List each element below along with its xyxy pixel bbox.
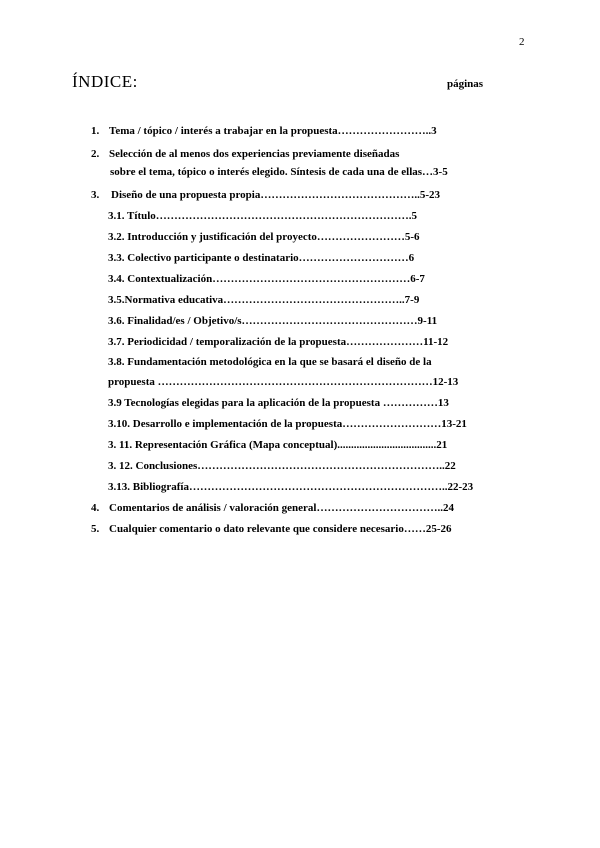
page-number: 2 <box>519 36 525 48</box>
toc-text: Cualquier comentario o dato relevante que considere necesario……25-26 <box>109 523 452 535</box>
index-title: ÍNDICE: <box>72 72 138 91</box>
toc-subentry-3-3: 3.3. Colectivo participante o destinatario…………………………6 <box>108 252 415 264</box>
toc-entry-1 <box>91 125 437 138</box>
toc-subentry-3-12: 3. 12. Conclusiones…………………………………………………………..22 <box>108 460 456 472</box>
toc-text: Tema / tópico / interés a trabajar en la propuesta……………………..3 <box>109 125 437 137</box>
toc-subentry-3-9: 3.9 Tecnologías elegidas para la aplicación de la propuesta ……………13 <box>108 397 449 409</box>
pages-column-label: páginas <box>447 78 484 90</box>
toc-entry-4 <box>91 502 454 515</box>
toc-subentry-3-4: 3.4. Contextualización………………………………………………6-7 <box>108 273 425 285</box>
toc-entry-5 <box>91 523 452 536</box>
toc-subentry-3-10: 3.10. Desarrollo e implementación de la propuesta………………………13-21 <box>108 418 467 430</box>
toc-subentry-3-6: 3.6. Finalidad/es / Objetivo/s…………………………………………9-11 <box>108 315 438 327</box>
toc-number: 3. <box>91 189 100 201</box>
toc-entry-3 <box>91 189 440 202</box>
toc-subentry-3-2: 3.2. Introducción y justificación del proyecto……………………5-6 <box>108 231 420 243</box>
toc-subentry-3-13: 3.13. Bibliografía……………………………………………………………..22-23 <box>108 481 474 493</box>
toc-subentry-3-5: 3.5.Normativa educativa…………………………………………..7-9 <box>108 294 420 306</box>
toc-text: Selección de al menos dos experiencias previamente diseñadas <box>109 148 400 160</box>
toc-subentry-3-11: 3. 11. Representación Gráfica (Mapa conceptual)....................................21 <box>108 439 448 451</box>
toc-text: sobre el tema, tópico o interés elegido. Síntesis de cada una de ellas…3-5 <box>110 166 448 178</box>
toc-subentry-3-8-continued: propuesta …………………………………………………………………12-13 <box>108 376 459 388</box>
toc-number: 2. <box>91 148 100 160</box>
toc-subentry-3-1: 3.1. Título…………………………………………………………….5 <box>108 210 418 222</box>
toc-text: Diseño de una propuesta propia……………………………………..5-23 <box>111 189 441 201</box>
toc-subentry-3-8: 3.8. Fundamentación metodológica en la que se basará el diseño de la <box>108 356 432 368</box>
toc-number: 5. <box>91 523 100 535</box>
toc-entry-2-continued <box>110 166 448 179</box>
toc-number: 1. <box>91 125 100 137</box>
toc-entry-2 <box>91 148 399 161</box>
toc-subentry-3-7: 3.7. Periodicidad / temporalización de la propuesta…………………11-12 <box>108 336 449 348</box>
toc-number: 4. <box>91 502 100 514</box>
toc-text: Comentarios de análisis / valoración general……………………………..24 <box>109 502 454 514</box>
